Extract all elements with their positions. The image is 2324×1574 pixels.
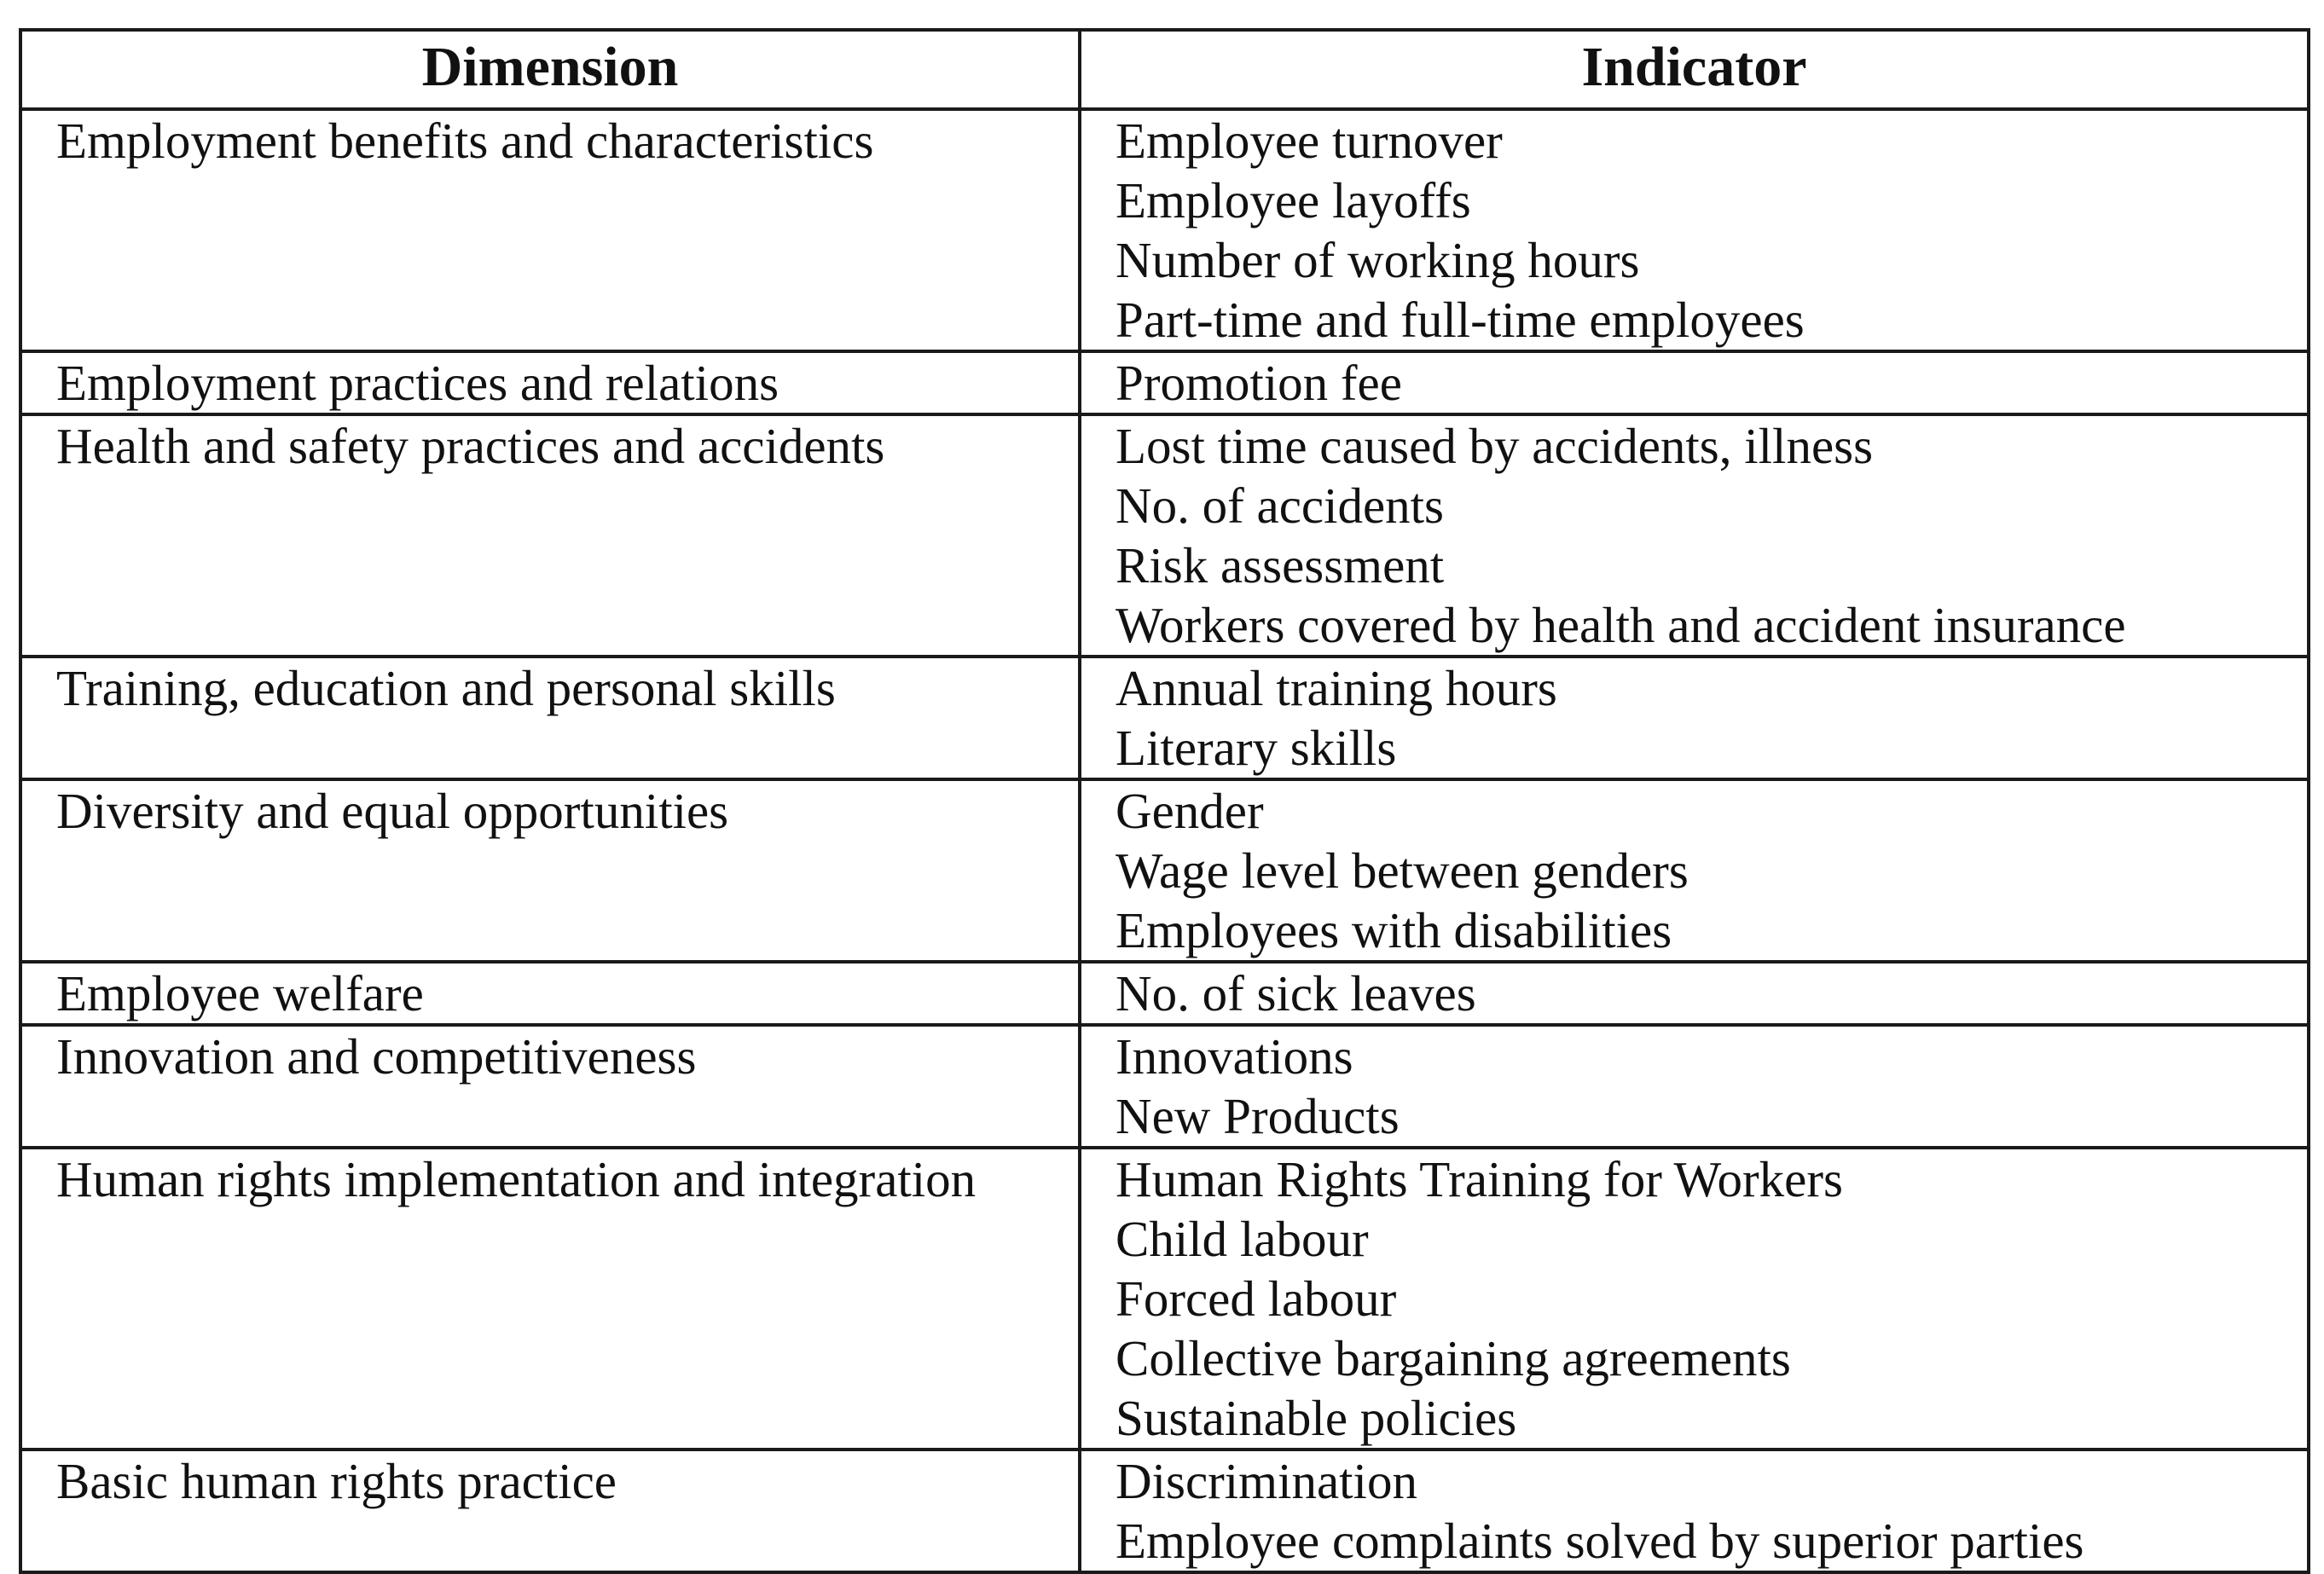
dimension-cell [20, 1025, 1080, 1148]
indicator-cell [1080, 1450, 2309, 1572]
indicator-item: Gender [1116, 783, 1264, 839]
table-row [20, 1148, 2309, 1450]
indicator-item: Human Rights Training for Workers [1116, 1151, 1843, 1207]
table-row [20, 1025, 2309, 1148]
indicator-cell [1080, 1025, 2309, 1148]
table-row [20, 351, 2309, 414]
indicator-cell [1080, 962, 2309, 1025]
dimension-text: Health and safety practices and accidents [56, 418, 885, 474]
indicator-item: Annual training hours [1116, 660, 1557, 716]
table-row [20, 657, 2309, 779]
indicator-item: Employees with disabilities [1116, 902, 1672, 958]
indicator-item: Innovations [1116, 1028, 1353, 1085]
indicator-item: Part-time and full-time employees [1116, 292, 1805, 348]
table-row [20, 109, 2309, 351]
dimension-header: Dimension [20, 30, 1080, 109]
indicator-cell [1080, 779, 2309, 962]
dimension-indicator-table [19, 28, 2310, 1574]
dimension-text: Employment benefits and characteristics [56, 113, 874, 169]
indicator-item: Sustainable policies [1116, 1390, 1517, 1446]
header-row [20, 30, 2309, 109]
table-body [20, 109, 2309, 1572]
dimension-text: Training, education and personal skills [56, 660, 836, 716]
dimension-text: Diversity and equal opportunities [56, 783, 729, 839]
indicator-item: Forced labour [1116, 1270, 1397, 1327]
dimension-cell [20, 414, 1080, 657]
indicator-cell [1080, 351, 2309, 414]
dimension-cell [20, 657, 1080, 779]
indicator-item: Lost time caused by accidents, illness [1116, 418, 1874, 474]
indicator-item: Employee turnover [1116, 113, 1503, 169]
dimension-text: Employee welfare [56, 965, 424, 1021]
dimension-text: Basic human rights practice [56, 1453, 617, 1509]
indicator-item: No. of accidents [1116, 477, 1444, 534]
dimension-text: Innovation and competitiveness [56, 1028, 697, 1085]
indicator-cell [1080, 657, 2309, 779]
indicator-header: Indicator [1080, 30, 2309, 109]
indicator-item: Risk assessment [1116, 537, 1445, 593]
indicator-item: Discrimination [1116, 1453, 1417, 1509]
indicator-cell [1080, 414, 2309, 657]
indicator-item: Child labour [1116, 1211, 1369, 1267]
indicator-item: Collective bargaining agreements [1116, 1330, 1791, 1386]
dimension-cell [20, 1148, 1080, 1450]
indicator-cell [1080, 109, 2309, 351]
indicator-item: New Products [1116, 1088, 1400, 1144]
dimension-cell [20, 1450, 1080, 1572]
indicator-item: Literary skills [1116, 720, 1397, 776]
indicator-item: Wage level between genders [1116, 842, 1689, 899]
indicator-item: No. of sick leaves [1116, 965, 1476, 1021]
table-row [20, 779, 2309, 962]
dimension-cell [20, 962, 1080, 1025]
indicator-item: Employee complaints solved by superior parties [1116, 1513, 2084, 1569]
dimension-text: Human rights implementation and integration [56, 1151, 977, 1207]
table-row [20, 414, 2309, 657]
table-row [20, 962, 2309, 1025]
dimension-cell [20, 109, 1080, 351]
indicator-item: Number of working hours [1116, 232, 1640, 288]
table-row [20, 1450, 2309, 1572]
indicator-item: Promotion fee [1116, 355, 1402, 411]
indicator-item: Employee layoffs [1116, 172, 1471, 229]
dimension-text: Employment practices and relations [56, 355, 779, 411]
indicator-cell [1080, 1148, 2309, 1450]
indicator-item: Workers covered by health and accident insurance [1116, 597, 2126, 653]
dimension-cell [20, 351, 1080, 414]
dimension-cell [20, 779, 1080, 962]
